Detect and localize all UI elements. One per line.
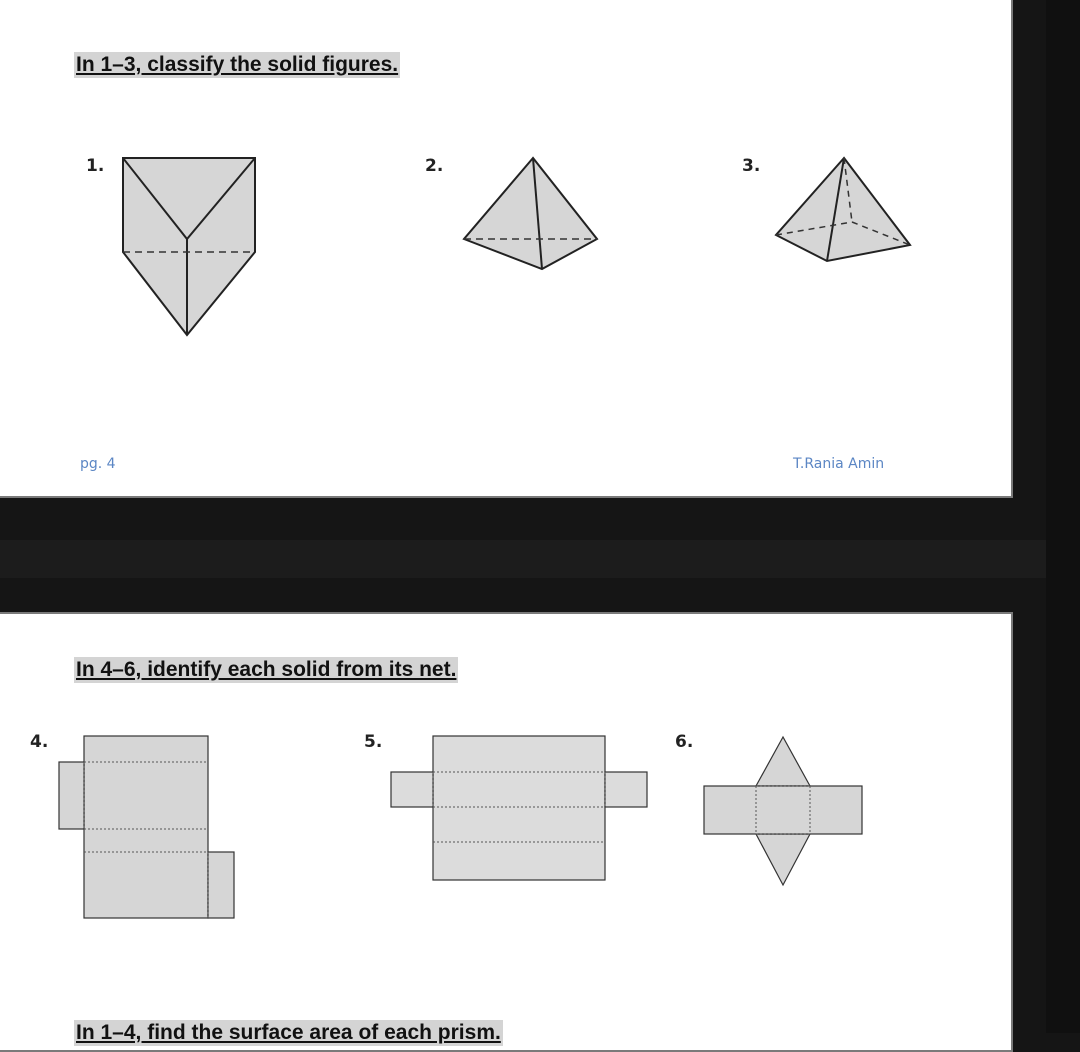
author-name: T.Rania Amin [793,456,885,472]
net-figure-6 [700,734,866,889]
section-heading-1-3: In 1–3, classify the solid figures. [76,53,399,76]
page-4 [0,0,1013,498]
item-number-1: 1. [86,156,105,176]
triangular-pyramid-figure [460,155,605,275]
section-heading-4-6: In 4–6, identify each solid from its net. [76,658,457,681]
item-number-4: 4. [30,732,49,752]
section-heading-surface-area: In 1–4, find the surface area of each prism. [76,1021,501,1044]
item-number-6: 6. [675,732,694,752]
viewer-right-edge [1046,0,1080,1033]
page-gap [0,540,1046,578]
item-number-5: 5. [364,732,383,752]
page-number: pg. 4 [80,456,116,472]
page-5 [0,612,1013,1052]
rectangular-pyramid-figure [772,155,917,270]
net-figure-5 [388,734,650,882]
net-figure-4 [56,734,238,920]
triangular-prism-figure [120,155,260,340]
item-number-2: 2. [425,156,444,176]
item-number-3: 3. [742,156,761,176]
